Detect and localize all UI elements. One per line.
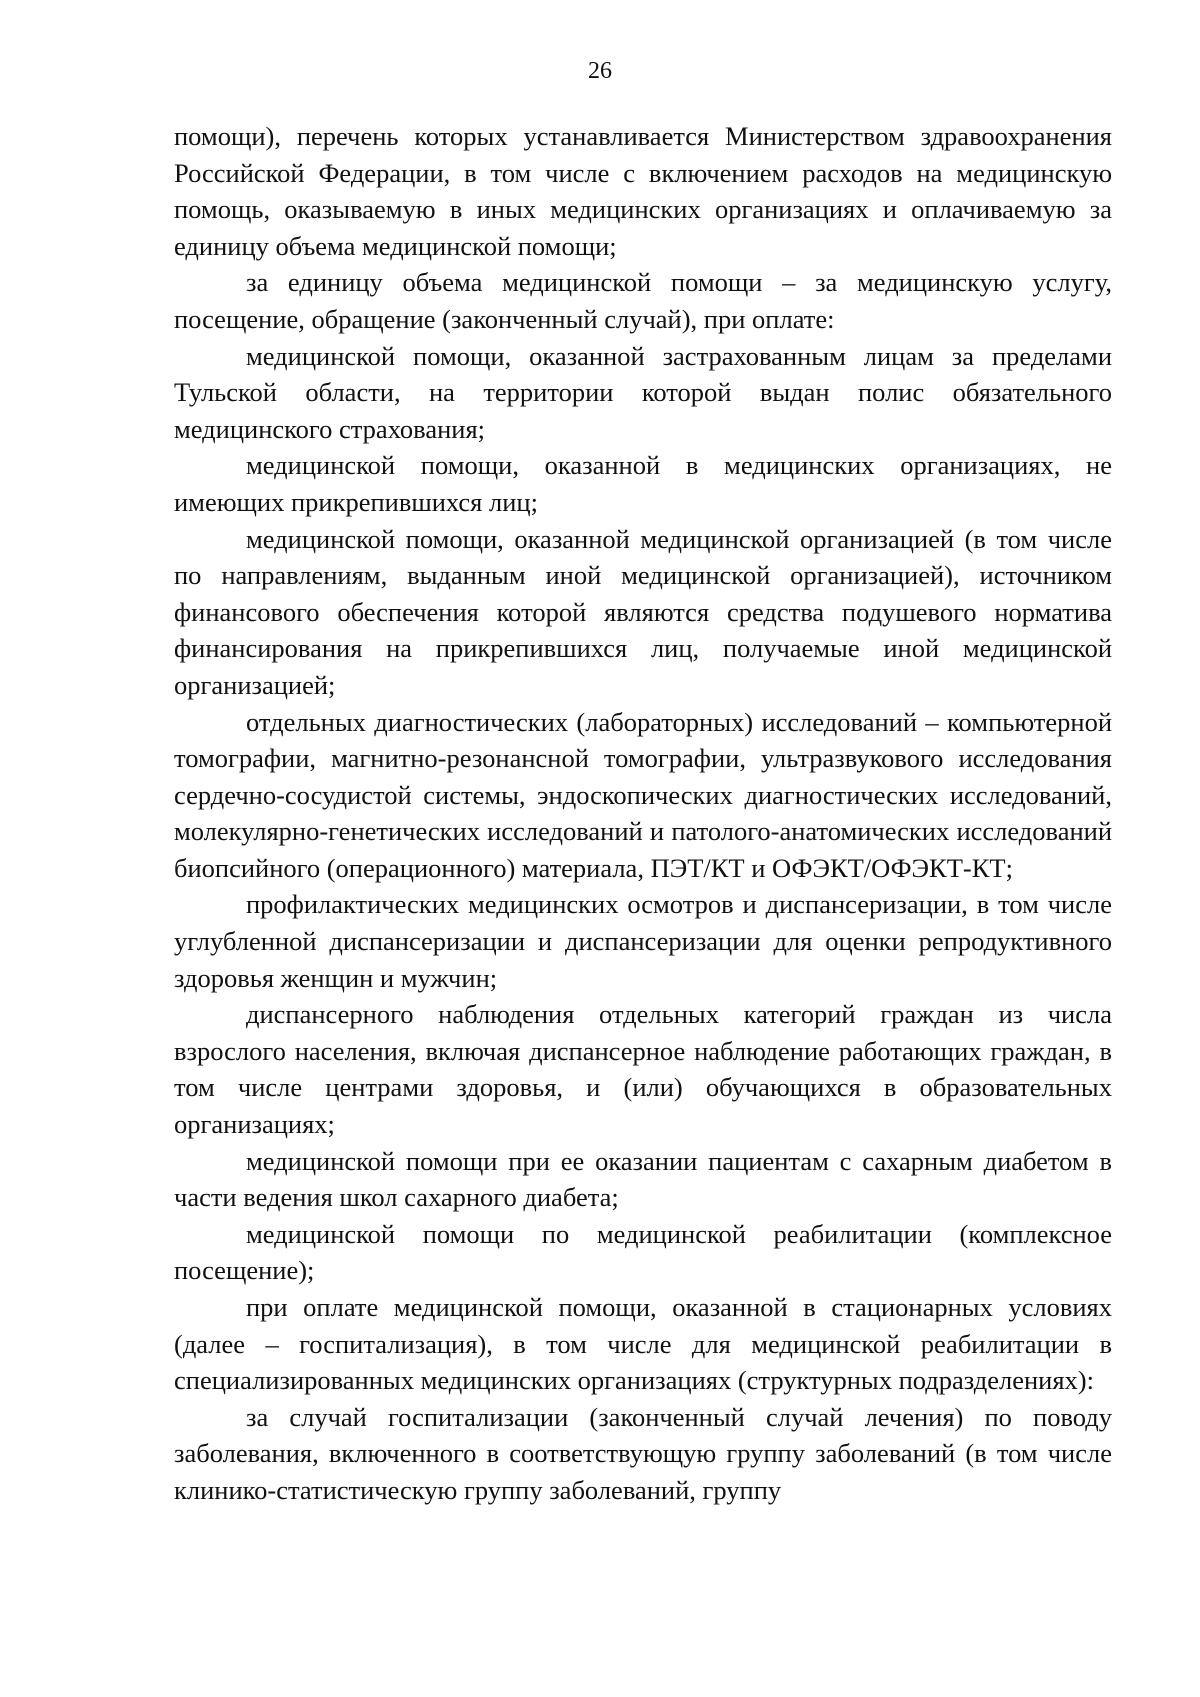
paragraph-1: помощи), перечень которых устанавливается Министерством здравоохранения Российской Федерации, в том числе с включением расходов на медицинскую помощь, оказываемую в иных медицинских организациях и оплачиваемую за единицу объема медицинской помощи; <box>174 121 1112 261</box>
paragraph-4: медицинской помощи, оказанной в медицинских организациях, не имеющих прикрепившихся лиц; <box>174 450 1112 517</box>
paragraph-10: медицинской помощи по медицинской реабилитации (комплексное посещение); <box>174 1218 1112 1286</box>
paragraph-11: при оплате медицинской помощи, оказанной в стационарных условиях (далее – госпитализация), в том числе для медицинской реабилитации в специализированных медицинских организациях (структурных подразделениях): <box>174 1292 1112 1396</box>
paragraph-9: медицинской помощи при ее оказании пациентам с сахарным диабетом в части ведения школ сахарного диабета; <box>174 1145 1112 1213</box>
paragraph-2: за единицу объема медицинской помощи – за медицинскую услугу, посещение, обращение (законченный случай), при оплате: <box>174 267 1112 334</box>
paragraph-5: медицинской помощи, оказанной медицинской организацией (в том числе по направлениям, выданным иной медицинской организацией), источником финансового обеспечения которой являются средства подушевого норматива финансирования на прикрепившихся лиц, получаемые иной медицинской организацией; <box>174 523 1112 700</box>
paragraph-12: за случай госпитализации (законченный случай лечения) по поводу заболевания, включенного в соответствующую группу заболеваний (в том числе клинико-статистическую группу заболеваний, группу <box>174 1401 1112 1505</box>
paragraph-8: диспансерного наблюдения отдельных категорий граждан из числа взрослого населения, включая диспансерное наблюдение работающих граждан, в том числе центрами здоровья, и (или) обучающихся в образовательных организациях; <box>174 999 1112 1140</box>
paragraph-6: отдельных диагностических (лабораторных) исследований – компьютерной томографии, магнитно-резонансной томографии, ультразвукового исследования сердечно-сосудистой системы, эндоскопических диагностических исследований, молекулярно-генетических исследований и патолого-анатомических исследований биопсийного (операционного) материала, ПЭТ/КТ и ОФЭКТ/ОФЭКТ-КТ; <box>174 706 1112 883</box>
page-number: 26 <box>588 58 612 84</box>
paragraph-7: профилактических медицинских осмотров и диспансеризации, в том числе углубленной диспансеризации и диспансеризации для оценки репродуктивного здоровья женщин и мужчин; <box>174 889 1112 993</box>
paragraph-3: медицинской помощи, оказанной застрахованным лицам за пределами Тульской области, на территории которой выдан полис обязательного медицинского страхования; <box>174 340 1112 444</box>
document-body <box>174 118 1112 1509</box>
